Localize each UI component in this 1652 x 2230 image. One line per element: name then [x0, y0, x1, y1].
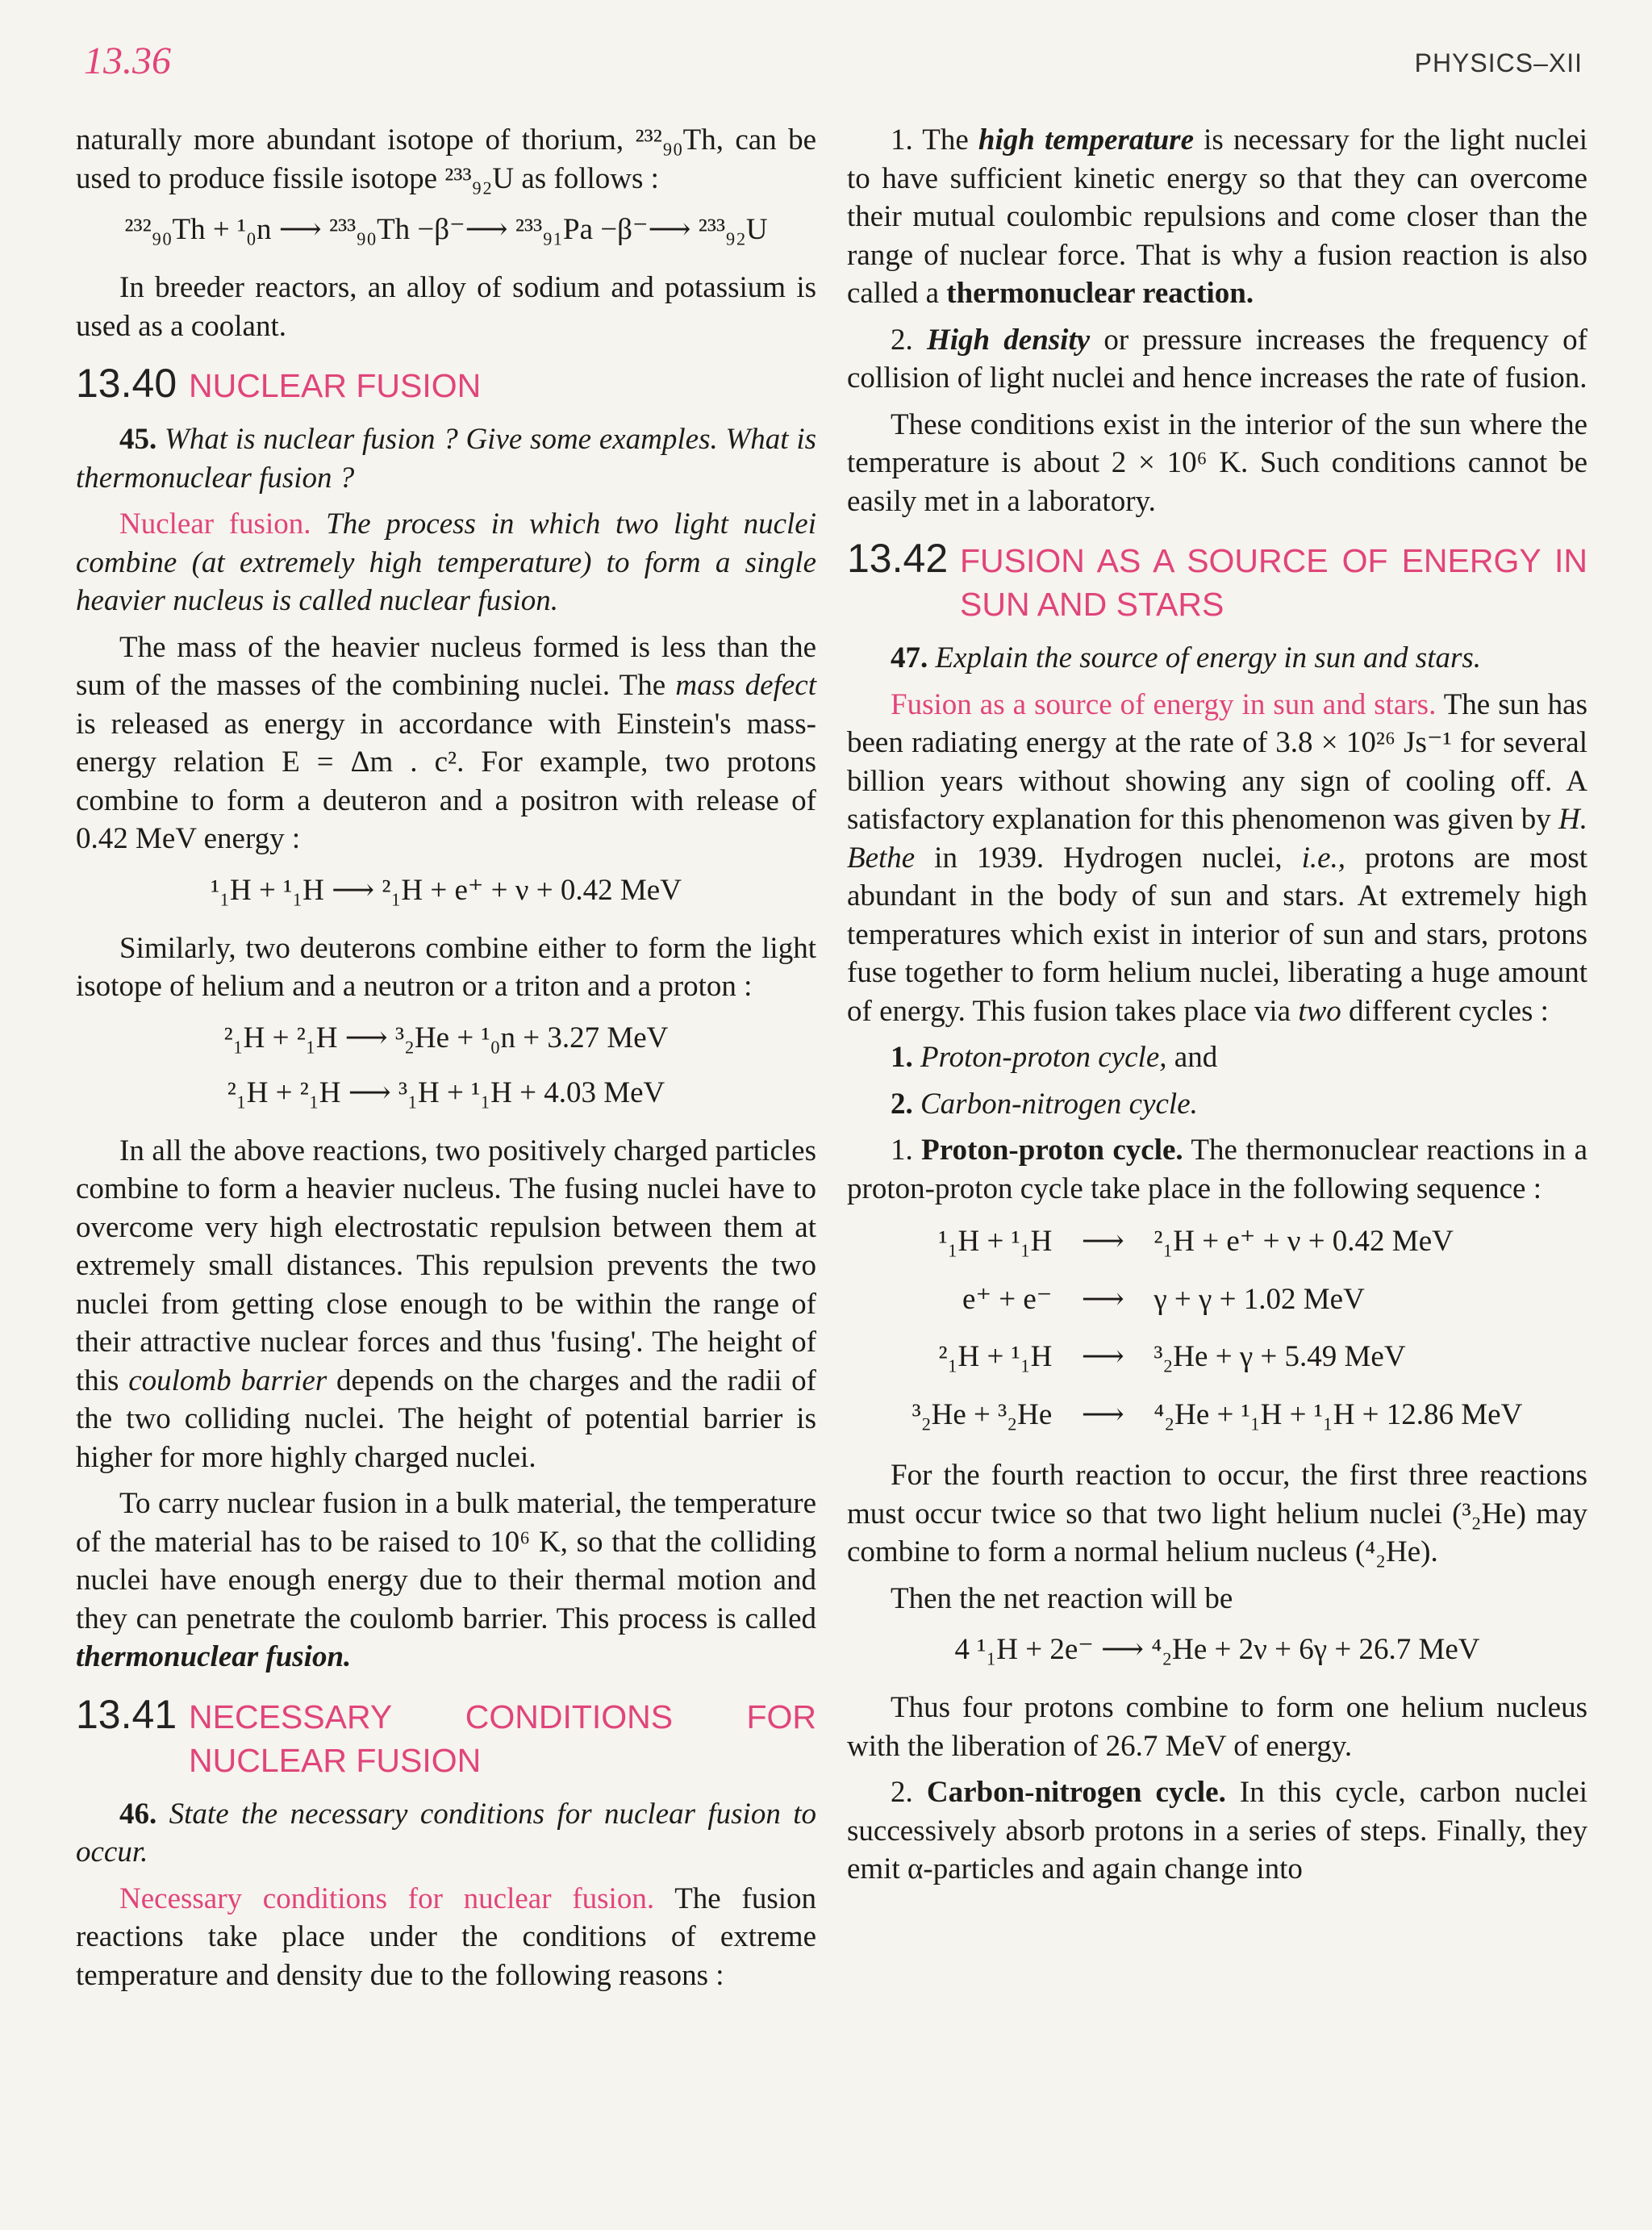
definition-nuclear-fusion — [76, 505, 816, 620]
equation-net-reaction: 4 ¹₁H + 2e⁻ ⟶ ⁴₂He + 2ν + 6γ + 26.7 MeV — [954, 1633, 1480, 1666]
text-run: The thermonuclear reactions in a proton-proton cycle take place in the following sequence : — [847, 1134, 1588, 1205]
arrow-icon: ⟶ — [1081, 1282, 1124, 1316]
text-run: 2. — [891, 323, 927, 357]
term-proton-proton-cycle: Proton-proton cycle. — [921, 1134, 1183, 1167]
section-heading-nuclear-fusion — [76, 361, 816, 407]
question-text: Explain the source of energy in sun and stars. — [935, 641, 1482, 674]
reaction-rhs: ⁴₂He + ¹₁H + ¹₁H + 12.86 MeV — [1153, 1397, 1523, 1431]
text-run: is necessary for the light nuclei to have sufficient kinetic energy so that they can overcome their mutual coulombic repulsions and come closer than the range of nuclear force. That is why a fusion reaction is also called a — [847, 123, 1588, 310]
text-run: or pressure increases the frequency of collision of light nuclei and hence increases the rate of fusion. — [847, 323, 1587, 395]
paragraph-net-reaction-intro: Then the net reaction will be — [891, 1581, 1233, 1615]
text-run: In this cycle, carbon nuclei successively absorb protons in a series of steps. Finally, they emit α-particles and again change into — [847, 1776, 1587, 1885]
section-heading-necessary-conditions — [76, 1693, 816, 1782]
definition-term: Nuclear fusion. — [119, 507, 311, 541]
arrow-icon: ⟶ — [1081, 1397, 1124, 1431]
section-heading-fusion-sun-stars — [847, 537, 1587, 626]
text-run: The sun has been radiating energy at the rate of 3.8 × 10²⁶ Js⁻¹ for several billion years without showing any sign of cooling off. A satisfactory explanation for this phenomenon was given by — [847, 687, 1587, 836]
list-item-carbon-nitrogen — [847, 1085, 1587, 1124]
section-number: 13.42 — [847, 536, 949, 581]
arrow-icon: ⟶ — [1081, 1340, 1124, 1373]
text-run: and — [1166, 1041, 1218, 1074]
reaction-lhs: ²₁H + ¹₁H — [938, 1340, 1053, 1373]
question-45 — [76, 420, 816, 497]
paragraph-deuterons: Similarly, two deuterons combine either to form the light isotope of helium and a neutron or a triton and a proton : — [76, 931, 816, 1003]
list-text: Carbon-nitrogen cycle. — [920, 1087, 1198, 1121]
question-text: What is nuclear fusion ? Give some examples. What is thermonuclear fusion ? — [76, 423, 817, 495]
paragraph-coulomb-barrier — [76, 1132, 816, 1477]
paragraph-carbon-nitrogen-cycle — [847, 1773, 1587, 1889]
question-number: 45. — [119, 423, 157, 456]
text-ie: i.e., — [1301, 841, 1346, 875]
paragraph-proton-proton-cycle — [847, 1131, 1587, 1208]
text-run: protons are most abundant in the body of sun and stars. At extremely high temperatures which exist in interior of sun and stars, protons fuse together to form helium nuclei, liberating a huge amount of energy. This fusion takes place via — [847, 841, 1587, 1028]
equation-deuteron-triton: ²₁H + ²₁H ⟶ ³₁H + ¹₁H + 4.03 MeV — [227, 1075, 665, 1109]
text-run: In all the above reactions, two positively charged particles combine to form a heavier nucleus. The fusing nuclei have to overcome very high electrostatic repulsion between them at extremely small distances. This repulsion prevents the two nuclei from getting close enough to be within the range of their attractive nuclear forces and thus 'fusing'. The height of this — [76, 1134, 816, 1397]
right-column — [847, 121, 1587, 1897]
question-47 — [847, 639, 1587, 678]
list-item-proton-proton — [847, 1038, 1587, 1077]
paragraph-fourth-reaction: For the fourth reaction to occur, the first three reactions must occur twice so that two light helium nuclei (³₂He) may combine to form a normal helium nucleus (⁴₂He). — [847, 1459, 1587, 1568]
section-title: NECESSARY CONDITIONS FOR NUCLEAR FUSION — [189, 1698, 816, 1779]
paragraph-necessary-conditions — [76, 1880, 816, 1995]
reaction-lhs: e⁺ + e⁻ — [962, 1282, 1053, 1316]
section-number: 13.41 — [76, 1691, 177, 1737]
term-fusion-source: Fusion as a source of energy in sun and stars. — [891, 687, 1437, 721]
condition-high-temperature — [847, 121, 1587, 313]
equation-deuteron-helium: ²₁H + ²₁H ⟶ ³₂He + ¹₀n + 3.27 MeV — [223, 1021, 669, 1054]
question-46 — [76, 1795, 816, 1872]
running-head: PHYSICS–XII — [1414, 48, 1583, 77]
text-run: The mass of the heavier nucleus formed is less than the sum of the masses of the combining nuclei. The — [76, 630, 816, 702]
question-number: 46. — [119, 1797, 157, 1831]
question-text: State the necessary conditions for nuclear fusion to occur. — [76, 1797, 817, 1869]
paragraph-thermonuclear — [76, 1485, 816, 1677]
reaction-sequence — [847, 1222, 1587, 1434]
term-high-density: High density — [926, 323, 1091, 357]
text-run: depends on the charges and the radii of the two colliding nuclei. The height of potential barrier is higher for more highly charged nuclei. — [76, 1363, 816, 1474]
term-carbon-nitrogen-cycle: Carbon-nitrogen cycle. — [926, 1776, 1226, 1809]
text-run: is released as energy in accordance with Einstein's mass-energy relation E = Δm . c². For example, two protons combine to form a deuteron and a positron with release of 0.42 MeV energy : — [76, 707, 816, 855]
paragraph-mass-defect — [76, 628, 816, 858]
text-run: 2. — [891, 1776, 913, 1809]
reaction-lhs: ³₂He + ³₂He — [912, 1397, 1053, 1431]
term-thermonuclear-fusion: thermonuclear fusion. — [76, 1640, 352, 1673]
text-run: To carry nuclear fusion in a bulk material, the temperature of the material has to be raised to 10⁶ K, so that the colliding nuclei have enough energy due to their thermal motion and they can penetrate the coulomb barrier. This process is called — [76, 1487, 816, 1635]
paragraph-breeder-coolant: In breeder reactors, an alloy of sodium and potassium is used as a coolant. — [76, 271, 816, 343]
definition-text: The process in which two light nuclei combine (at extremely high temperature) to form a single heavier nucleus is called nuclear fusion. — [76, 507, 816, 617]
paragraph-four-protons: Thus four protons combine to form one helium nucleus with the liberation of 26.7 MeV of energy. — [847, 1691, 1587, 1763]
arrow-icon: ⟶ — [1081, 1225, 1124, 1258]
page-number: 13.36 — [84, 40, 171, 82]
text-run: in 1939. Hydrogen nuclei, — [915, 841, 1302, 875]
question-number: 47. — [891, 641, 928, 674]
text-run: The fusion reactions take place under the conditions of extreme temperature and density due to the following reasons : — [76, 1881, 816, 1992]
section-number: 13.40 — [76, 361, 177, 406]
section-title: NUCLEAR FUSION — [189, 367, 482, 404]
paragraph-sun-energy — [847, 686, 1587, 1031]
paragraph-sun-conditions: These conditions exist in the interior of the sun where the temperature is about 2 × 10⁶ K. Such conditions cannot be easily met in a laboratory. — [847, 407, 1587, 518]
paragraph-thorium: naturally more abundant isotope of thorium, ²³²₉₀Th, can be used to produce fissile isotope ²³³₉₂U as follows : — [76, 123, 816, 195]
term-necessary-conditions: Necessary conditions for nuclear fusion. — [119, 1881, 655, 1915]
term-mass-defect: mass defect — [675, 669, 816, 702]
text-run: 1. The — [891, 123, 978, 157]
condition-high-density — [847, 321, 1587, 398]
reaction-rhs: ³₂He + γ + 5.49 MeV — [1153, 1340, 1406, 1373]
list-number: 1. — [891, 1041, 913, 1074]
term-coulomb-barrier: coulomb barrier — [128, 1363, 327, 1397]
term-high-temperature: high temperature — [978, 123, 1194, 157]
equation-thorium-breeding: ²³²₉₀Th + ¹₀n ⟶ ²³³₉₀Th −β⁻⟶ ²³³₉₁Pa −β⁻⟶ ²³³₉₂U — [124, 213, 768, 246]
list-number: 2. — [891, 1087, 913, 1121]
equation-proton-fusion: ¹₁H + ¹₁H ⟶ ²₁H + e⁺ + ν + 0.42 MeV — [211, 873, 682, 907]
reaction-rhs: γ + γ + 1.02 MeV — [1153, 1282, 1365, 1316]
text-two: two — [1298, 994, 1341, 1028]
section-title: FUSION AS A SOURCE OF ENERGY IN SUN AND STARS — [960, 542, 1587, 623]
list-text: Proton-proton cycle, — [920, 1041, 1167, 1074]
reaction-rhs: ²₁H + e⁺ + ν + 0.42 MeV — [1153, 1225, 1454, 1258]
left-column — [76, 121, 816, 2002]
name-bethe: H. Bethe — [847, 803, 1587, 875]
reaction-lhs: ¹₁H + ¹₁H — [938, 1225, 1053, 1258]
text-run: different cycles : — [1341, 994, 1549, 1028]
term-thermonuclear-reaction: thermonuclear reaction. — [946, 277, 1254, 310]
text-run: 1. — [891, 1134, 913, 1167]
